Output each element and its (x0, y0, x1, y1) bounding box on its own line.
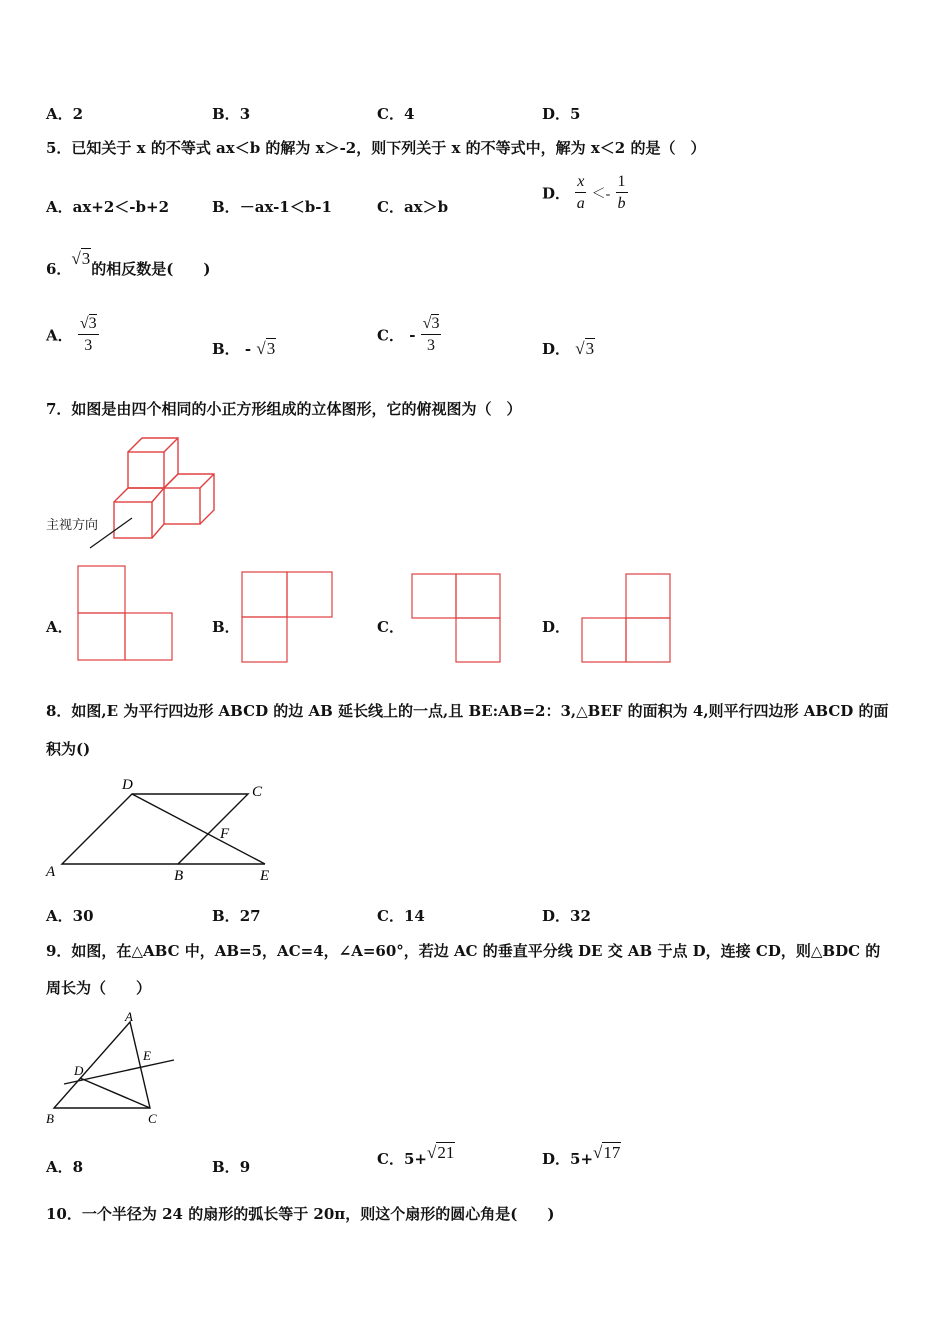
label-e: E (260, 868, 270, 884)
q9-stem-line1: 9．如图，在△ABC 中，AB=5，AC=4，∠A=60°，若边 AC 的垂直平分线 DE 交 AB 于点 D，连接 CD，则△BDC 的 (46, 942, 881, 960)
q5-option-a: A．ax+2＜-b+2 (46, 198, 170, 216)
q5-option-d: D． $\frac{x}{a}$ ＜- $\frac{1}{b}$ (542, 173, 626, 212)
q9-stem-line2: 周长为（ ） (46, 979, 152, 997)
q5-stem: 5．已知关于 x 的不等式 ax＜b 的解为 x＞-2，则下列关于 x 的不等式中，解为 x＜2 的是（ ） (46, 139, 706, 157)
fraction-sqrt3-over-3: $\frac{√3}{3}$ (79, 315, 97, 354)
view-direction-label: 主视方向 (46, 518, 99, 533)
q7-option-c: C． (377, 618, 404, 636)
q9-triangle-figure (42, 1008, 182, 1132)
q8-option-d: D．32 (542, 907, 591, 925)
q9-option-b: B．9 (212, 1158, 251, 1176)
fraction-x-over-a: $\frac{x}{a}$ (576, 173, 585, 212)
label-d: D (122, 777, 133, 793)
q7-option-a: A． (46, 618, 73, 636)
label-a: A (125, 1009, 133, 1024)
q7-option-d: D． (542, 618, 571, 636)
q6-option-b: B． - √3 (212, 339, 276, 358)
label-a: A (46, 864, 56, 880)
fraction-1-over-b: $\frac{1}{b}$ (617, 173, 626, 212)
q8-option-b: B．27 (212, 907, 261, 925)
q9-option-d: D．5+√17 (542, 1143, 621, 1168)
fraction-sqrt3-over-3: $\frac{√3}{3}$ (422, 315, 440, 354)
sqrt-3: √3 (71, 249, 91, 268)
label-e: E (143, 1048, 151, 1063)
q6-stem: 6．√3的相反数是( ) (46, 249, 211, 278)
q7-cube-figure (40, 430, 230, 555)
label-c: C (148, 1111, 157, 1126)
q8-option-a: A．30 (46, 907, 94, 925)
label-f: F (220, 826, 230, 842)
label-c: C (252, 784, 263, 800)
q7-option-d-figure (580, 572, 672, 664)
q7-stem: 7．如图是由四个相同的小正方形组成的立体图形，它的俯视图为（ ） (46, 400, 522, 418)
q9-option-a: A．8 (46, 1158, 84, 1176)
q10-stem: 10．一个半径为 24 的扇形的弧长等于 20π，则这个扇形的圆心角是( ) (46, 1205, 555, 1223)
q6-option-a: A． $\frac{√3}{3}$ (46, 315, 97, 354)
label-d: D (74, 1063, 84, 1078)
q7-option-b: B． (212, 618, 240, 636)
q6-option-c: C． - $\frac{√3}{3}$ (377, 315, 440, 354)
q8-option-c: C．14 (377, 907, 425, 925)
q4-option-d: D．5 (542, 105, 581, 123)
q8-stem-line2: 积为() (46, 740, 91, 758)
q8-stem-line1: 8．如图,E 为平行四边形 ABCD 的边 AB 延长线上的一点,且 BE:AB=2：3,△BEF 的面积为 4,则平行四边形 ABCD 的面 (46, 702, 889, 720)
q7-option-b-figure (240, 570, 336, 665)
q4-option-a: A．2 (46, 105, 84, 123)
label-b: B (46, 1111, 54, 1126)
label-b: B (174, 868, 184, 884)
q4-option-b: B．3 (212, 105, 251, 123)
q7-option-c-figure (410, 572, 502, 664)
q8-parallelogram-figure (40, 772, 280, 887)
q4-option-c: C．4 (377, 105, 415, 123)
q9-option-c: C．5+√21 (377, 1143, 455, 1168)
q5-option-c: C．ax＞b (377, 198, 449, 216)
q6-option-d: D． √3 (542, 339, 595, 358)
q5-option-b: B．－ax-1＜b-1 (212, 198, 332, 216)
q7-option-a-figure (76, 564, 176, 664)
